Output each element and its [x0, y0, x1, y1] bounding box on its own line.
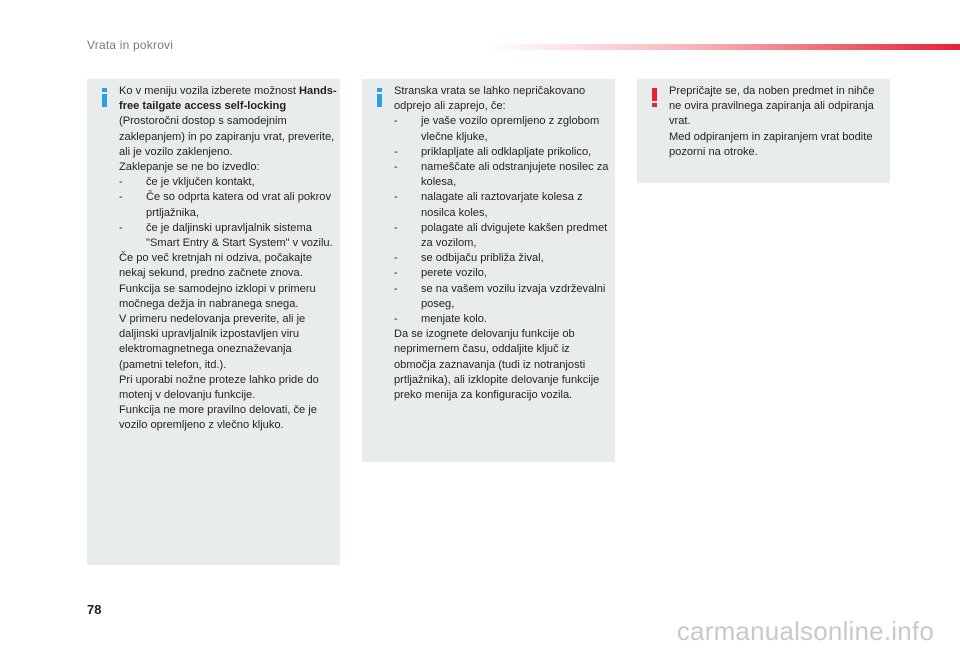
list-item: - nalagate ali raztovarjate kolesa z nosilca koles,: [394, 191, 583, 219]
page-number: 78: [87, 602, 102, 617]
info-icon: [375, 88, 385, 108]
section-title: Vrata in pokrovi: [87, 38, 174, 52]
intro-paragraph: Ko v meniju vozila izberete možnost Hands-free tailgate access self-locking (Prostoročni dostop s samodejnim zaklepanjem) in po zapiranju vrat, preverite, ali je vozilo zaklenjeno.: [119, 85, 337, 158]
paragraph: Pri uporabi nožne proteze lahko pride do motenj v delovanju funkcije.: [119, 373, 319, 402]
list-lead: Zaklepanje se ne bo izvedlo:: [119, 161, 260, 174]
list-item: - perete vozilo,: [394, 267, 487, 280]
list-item: - se na vašem vozilu izvaja vzdrževalni poseg,: [394, 282, 606, 310]
info-icon: [100, 88, 110, 108]
info-panel-text: [119, 84, 337, 434]
list-item: - priklapljate ali odklapljate prikolico,: [394, 145, 592, 158]
watermark: carmanualsonline.info: [676, 616, 934, 646]
list-item: - nameščate ali odstranjujete nosilec za kolesa,: [394, 161, 609, 189]
feature-name: Hands-free tailgate access self-locking: [119, 85, 337, 113]
paragraph: Če po več kretnjah ni odziva, počakajte nekaj sekund, predno začnete znova.: [119, 252, 313, 280]
list-item: - če je vključen kontakt,: [119, 176, 255, 189]
paragraph: Med odpiranjem in zapiranjem vrat bodite pozorni na otroke.: [669, 130, 873, 158]
list-item: - Če so odprta katera od vrat ali pokrov prtljažnika,: [119, 191, 331, 219]
list-lead: Stranska vrata se lahko nepričakovano odprejo ali zaprejo, če:: [394, 85, 586, 113]
paragraph: V primeru nedelovanja preverite, ali je daljinski upravljalnik izpostavljen viru elektromagnetnega oneznaževanja (pametni telefon, itd.).: [119, 313, 306, 371]
paragraph: Funkcija ne more pravilno delovati, če je vozilo opremljeno z vlečno kljuko.: [119, 404, 317, 432]
list-item: - je vaše vozilo opremljeno z zglobom vlečne kljuke,: [394, 115, 600, 143]
warning-panel: [637, 79, 890, 183]
paragraph: Funkcija se samodejno izklopi v primeru močnega dežja in nabranega snega.: [119, 282, 316, 310]
info-panel-text: [394, 84, 612, 403]
info-panel-hands-free: [87, 79, 340, 565]
list-item: - menjate kolo.: [394, 313, 487, 326]
list-item: - če je daljinski upravljalnik sistema "Smart Entry & Start System" v vozilu.: [119, 221, 333, 250]
paragraph: Prepričajte se, da noben predmet in nihče ne ovira pravilnega zapiranja ali odpiranja vrat.: [669, 85, 875, 128]
header-accent-rule: [488, 44, 960, 50]
list-item: - polagate ali dvigujete kakšen predmet za vozilom,: [394, 221, 608, 250]
paragraph: Da se izognete delovanju funkcije ob neprimernem času, oddaljite ključ iz območja zaznavanja (tudi iz notranjosti prtljažnika), ali izklopite delovanje funkcije preko menija za konfiguracijo vozila.: [394, 328, 600, 402]
info-panel-side-doors: [362, 79, 615, 462]
warning-panel-text: [669, 84, 887, 160]
list-item: - se odbijaču približa žival,: [394, 252, 544, 265]
warning-icon: [650, 88, 660, 108]
